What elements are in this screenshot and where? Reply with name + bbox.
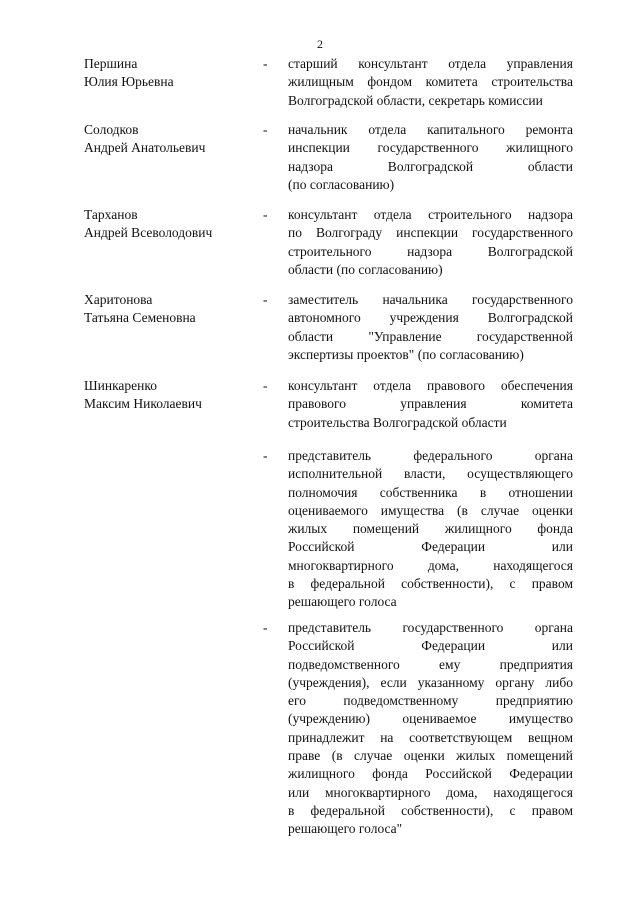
member-role (288, 55, 573, 110)
role-line: консультант отдела правового обеспечения (288, 378, 573, 393)
member-name (84, 206, 254, 243)
dash-separator: - (263, 292, 268, 307)
role-line: строительного надзора Волгоградской (288, 243, 573, 259)
name-line: Тарханов (84, 207, 138, 222)
role-line: принадлежит на соответствующем вещном (288, 729, 573, 745)
member-name (84, 291, 254, 328)
role-line: представитель государственного органа (288, 620, 573, 635)
role-line: автономного учреждения Волгоградской (288, 310, 573, 326)
role-line: жилищным фондом комитета строительства (288, 74, 573, 90)
dash-separator: - (263, 378, 268, 393)
role-line: области (по согласованию) (288, 261, 443, 277)
role-line: по Волгограду инспекции государственного (288, 225, 573, 241)
role-line: Российской Федерации или (288, 539, 573, 555)
role-line: в федеральной собственности), с правом (288, 576, 573, 592)
role-line: праве (в случае оценки жилых помещений (288, 748, 573, 764)
name-line: Андрей Всеволодович (84, 225, 213, 241)
role-line: начальник отдела капитального ремонта (288, 122, 573, 137)
role-line: решающего голоса" (288, 821, 403, 837)
member-role (288, 619, 573, 839)
role-line: жилых помещений жилищного фонда (288, 521, 573, 537)
dash-separator: - (263, 448, 268, 463)
dash-separator: - (263, 122, 268, 137)
dash-separator: - (263, 56, 268, 71)
role-line: или многоквартирного дома, находящегося (288, 784, 573, 800)
member-name (84, 55, 254, 92)
role-line: инспекции государственного жилищного (288, 140, 573, 156)
name-line: Солодков (84, 122, 139, 137)
member-role (288, 447, 573, 612)
name-line: Харитонова (84, 292, 153, 307)
name-line: Максим Николаевич (84, 396, 202, 412)
role-line: его подведомственному предприятию (288, 693, 573, 709)
role-line: консультант отдела строительного надзора (288, 207, 573, 222)
role-line: исполнительной власти, осуществляющего (288, 466, 573, 482)
name-line: Шинкаренко (84, 378, 158, 393)
member-role (288, 377, 573, 432)
role-line: строительства Волгоградской области (288, 414, 507, 430)
role-line: старший консультант отдела управления (288, 56, 573, 71)
member-role (288, 206, 573, 279)
dash-separator: - (263, 620, 268, 635)
role-line: (по согласованию) (288, 176, 395, 192)
name-line: Першина (84, 56, 138, 71)
name-line: Андрей Анатольевич (84, 140, 206, 156)
role-line: области "Управление государственной (288, 328, 573, 344)
name-line: Юлия Юрьевна (84, 74, 174, 90)
role-line: (учреждению) оцениваемое имущество (288, 711, 573, 727)
member-role (288, 291, 573, 364)
dash-separator: - (263, 207, 268, 222)
role-line: заместитель начальника государственного (288, 292, 573, 307)
page-number: 2 (317, 37, 323, 51)
role-line: полномочия собственника в отношении (288, 484, 573, 500)
role-line: в федеральной собственности), с правом (288, 802, 573, 818)
role-line: подведомственного ему предприятия (288, 656, 573, 672)
role-line: надзора Волгоградской области (288, 158, 573, 174)
role-line: жилищного фонда Российской Федерации (288, 766, 573, 782)
role-line: оцениваемого имущества (в случае оценки (288, 502, 573, 518)
role-line: правового управления комитета (288, 396, 573, 412)
member-name (84, 377, 254, 414)
role-line: (учреждения), если указанному органу либо (288, 674, 573, 690)
role-line: представитель федерального органа (288, 448, 573, 463)
role-line: экспертизы проектов" (по согласованию) (288, 346, 524, 362)
member-name (84, 121, 254, 158)
role-line: многоквартирного дома, находящегося (288, 557, 573, 573)
role-line: Российской Федерации или (288, 638, 573, 654)
name-line: Татьяна Семеновна (84, 310, 196, 326)
role-line: решающего голоса (288, 594, 397, 610)
member-role (288, 121, 573, 194)
role-line: Волгоградской области, секретарь комиссии (288, 92, 543, 108)
